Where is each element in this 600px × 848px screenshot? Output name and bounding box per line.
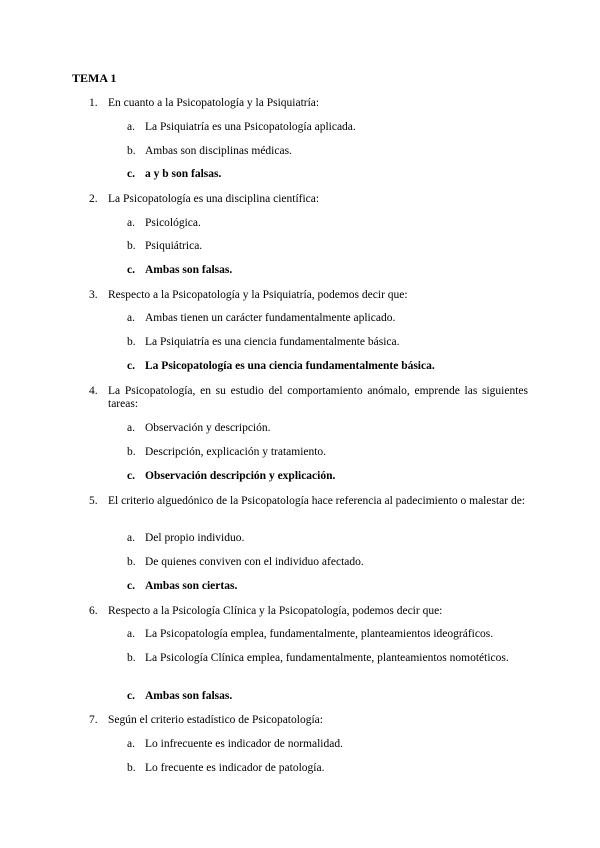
option-text: Del propio individuo. xyxy=(145,532,245,544)
question-1 xyxy=(89,97,528,110)
option-5b xyxy=(127,556,528,569)
question-number: 2. xyxy=(89,193,98,205)
option-text: Descripción, explicación y tratamiento. xyxy=(145,446,327,458)
option-letter: a. xyxy=(127,628,135,640)
option-text: Ambas son ciertas. xyxy=(145,580,238,592)
option-letter: b. xyxy=(127,556,136,568)
option-2a xyxy=(127,217,528,230)
question-text: Respecto a la Psicología Clínica y la Psicopatología, podemos decir que: xyxy=(108,605,443,617)
option-1b xyxy=(127,145,528,158)
option-7a xyxy=(127,738,528,751)
option-text: La Psiquiatría es una Psicopatología aplicada. xyxy=(145,121,356,133)
option-text: Ambas son falsas. xyxy=(145,690,233,702)
option-6c-correct xyxy=(127,690,528,703)
option-letter: b. xyxy=(127,240,136,252)
question-number: 7. xyxy=(89,714,98,726)
option-letter: a. xyxy=(127,532,135,544)
option-3a xyxy=(127,312,528,325)
option-text: Psicológica. xyxy=(145,217,201,229)
option-text: a y b son falsas. xyxy=(145,168,222,180)
question-6 xyxy=(89,605,528,618)
page-heading: TEMA 1 xyxy=(72,71,117,85)
question-text: Respecto a la Psicopatología y la Psiquiatría, podemos decir que: xyxy=(108,289,408,301)
option-letter: c. xyxy=(127,690,135,702)
option-text: Ambas son disciplinas médicas. xyxy=(145,145,292,157)
option-letter: a. xyxy=(127,217,135,229)
option-5c-correct xyxy=(127,580,528,593)
question-text: La Psicopatología es una disciplina científica: xyxy=(108,193,320,205)
option-letter: c. xyxy=(127,360,135,372)
option-text: Observación descripción y explicación. xyxy=(145,470,336,482)
option-5a xyxy=(127,532,528,545)
question-number: 4. xyxy=(89,385,98,397)
option-4a xyxy=(127,422,528,435)
option-text: La Psiquiatría es una ciencia fundamentalmente básica. xyxy=(145,336,400,348)
option-text: De quienes conviven con el individuo afectado. xyxy=(145,556,364,568)
option-text: Lo infrecuente es indicador de normalidad. xyxy=(145,738,343,750)
option-1a xyxy=(127,121,528,134)
question-number: 1. xyxy=(89,97,98,109)
option-text: La Psicología Clínica emplea, fundamentalmente, planteamientos nomotéticos. xyxy=(145,652,509,664)
option-letter: b. xyxy=(127,336,136,348)
question-number: 3. xyxy=(89,289,98,301)
question-7 xyxy=(89,714,528,727)
option-letter: b. xyxy=(127,652,136,664)
option-text: Ambas son falsas. xyxy=(145,264,233,276)
question-text: En cuanto a la Psicopatología y la Psiquiatría: xyxy=(108,97,320,109)
option-letter: a. xyxy=(127,312,135,324)
option-3b xyxy=(127,336,528,349)
option-letter: a. xyxy=(127,121,135,133)
question-2 xyxy=(89,193,528,206)
option-letter: a. xyxy=(127,422,135,434)
question-number: 5. xyxy=(89,495,98,507)
question-text: Según el criterio estadístico de Psicopatología: xyxy=(108,714,323,726)
question-number: 6. xyxy=(89,605,98,617)
option-1c-correct xyxy=(127,168,528,181)
option-4c-correct xyxy=(127,470,528,483)
option-2b xyxy=(127,240,528,253)
option-text: La Psicopatología emplea, fundamentalmente, planteamientos ideográficos. xyxy=(145,628,494,640)
option-letter: b. xyxy=(127,762,136,774)
question-5 xyxy=(89,495,528,508)
option-letter: c. xyxy=(127,264,135,276)
option-4b xyxy=(127,446,528,459)
option-letter: b. xyxy=(127,145,136,157)
option-text: Psiquiátrica. xyxy=(145,240,203,252)
option-7b xyxy=(127,762,528,775)
option-letter: c. xyxy=(127,168,135,180)
option-letter: c. xyxy=(127,580,135,592)
option-text: Observación y descripción. xyxy=(145,422,271,434)
option-text: Ambas tienen un carácter fundamentalmente aplicado. xyxy=(145,312,396,324)
option-letter: a. xyxy=(127,738,135,750)
option-3c-correct xyxy=(127,360,528,373)
option-6b xyxy=(127,652,528,665)
option-2c-correct xyxy=(127,264,528,277)
question-3 xyxy=(89,289,528,302)
option-letter: c. xyxy=(127,470,135,482)
option-text: La Psicopatología es una ciencia fundamentalmente básica. xyxy=(145,360,435,372)
option-letter: b. xyxy=(127,446,136,458)
question-text: El criterio alguedónico de la Psicopatología hace referencia al padecimiento o malestar de: xyxy=(108,495,526,507)
option-text: Lo frecuente es indicador de patología. xyxy=(145,762,325,774)
option-6a xyxy=(127,628,528,641)
question-4 xyxy=(89,385,528,411)
question-text: La Psicopatología, en su estudio del comportamiento anómalo, emprende las siguientes tareas: xyxy=(108,385,528,410)
